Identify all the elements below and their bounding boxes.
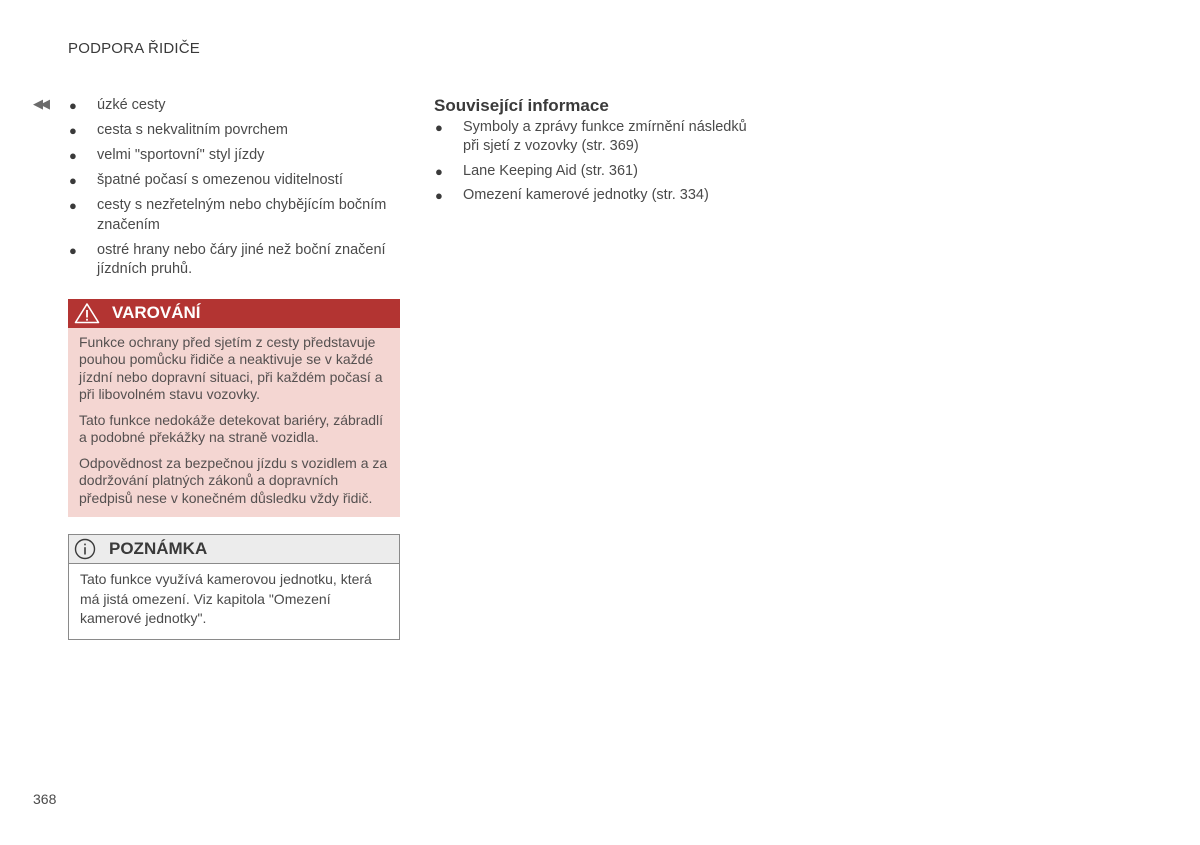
list-item [68,196,400,235]
list-item [68,146,400,166]
list-item-text: úzké cesty [97,97,166,113]
related-link-text[interactable]: Omezení kamerové jednotky (str. 334) [463,187,709,203]
note-box [68,534,400,640]
list-item-text: cesta s nekvalitním povrchem [97,122,288,138]
related-links-list [434,118,764,205]
list-item [68,96,400,116]
bullet-icon: ● [69,98,77,113]
list-item [68,121,400,141]
warning-paragraph: Funkce ochrany před sjetím z cesty představuje pouhou pomůcku řidiče a neaktivuje se v každé jízdní nebo dopravní situaci, při každém počasí a při libovolném stavu vozovky. [79,333,383,402]
bullet-icon: ● [69,242,77,258]
warning-paragraph: Tato funkce nedokáže detekovat bariéry, zábradlí a podobné překážky na straně vozidla. [79,411,384,445]
related-link[interactable] [434,162,764,181]
related-link-text[interactable]: Lane Keeping Aid (str. 361) [463,162,638,179]
list-item-text: velmi "sportovní" styl jízdy [97,147,265,163]
bullet-icon: ● [69,123,77,138]
conditions-list [68,96,400,280]
warning-paragraph: Odpovědnost za bezpečnou jízdu s vozidlem a za dodržování platných zákonů a dopravních předpisů nese v konečném důsledku vždy řidič. [79,454,388,506]
warning-body [68,328,400,518]
warning-title: VAROVÁNÍ [112,303,201,322]
right-column [434,96,764,211]
bullet-icon: ● [435,163,443,179]
warning-header [68,299,400,328]
note-body [69,564,399,639]
related-info-title: Související informace [434,96,609,115]
note-title: POZNÁMKA [109,539,208,558]
list-item-text: ostré hrany nebo čáry jiné než boční značení jízdních pruhů. [97,241,386,277]
section-title: PODPORA ŘIDIČE [68,40,200,57]
list-item [68,241,400,280]
list-item-text: cesty s nezřetelným nebo chybějícím bočním značením [97,197,387,233]
page-number: 368 [33,791,57,807]
left-column [68,96,400,640]
continuation-marker-icon: ◀◀ [33,96,47,111]
bullet-icon: ● [69,198,77,213]
bullet-icon: ● [69,173,77,188]
related-link-text[interactable]: Symboly a zprávy funkce zmírnění následků při sjetí z vozovky (str. 369) [463,119,747,154]
list-item-text: špatné počasí s omezenou viditelností [97,172,343,188]
note-text: Tato funkce využívá kamerovou jednotku, která má jistá omezení. Viz kapitola "Omezení kamerové jednotky". [80,571,372,626]
warning-triangle-icon [74,302,100,324]
note-header [69,535,399,564]
related-link[interactable] [434,186,764,205]
related-link[interactable] [434,118,764,156]
list-item [68,171,400,191]
warning-box [68,299,400,518]
info-circle-icon [74,538,96,560]
bullet-icon: ● [435,120,443,135]
bullet-icon: ● [69,148,77,163]
bullet-icon: ● [435,188,443,203]
